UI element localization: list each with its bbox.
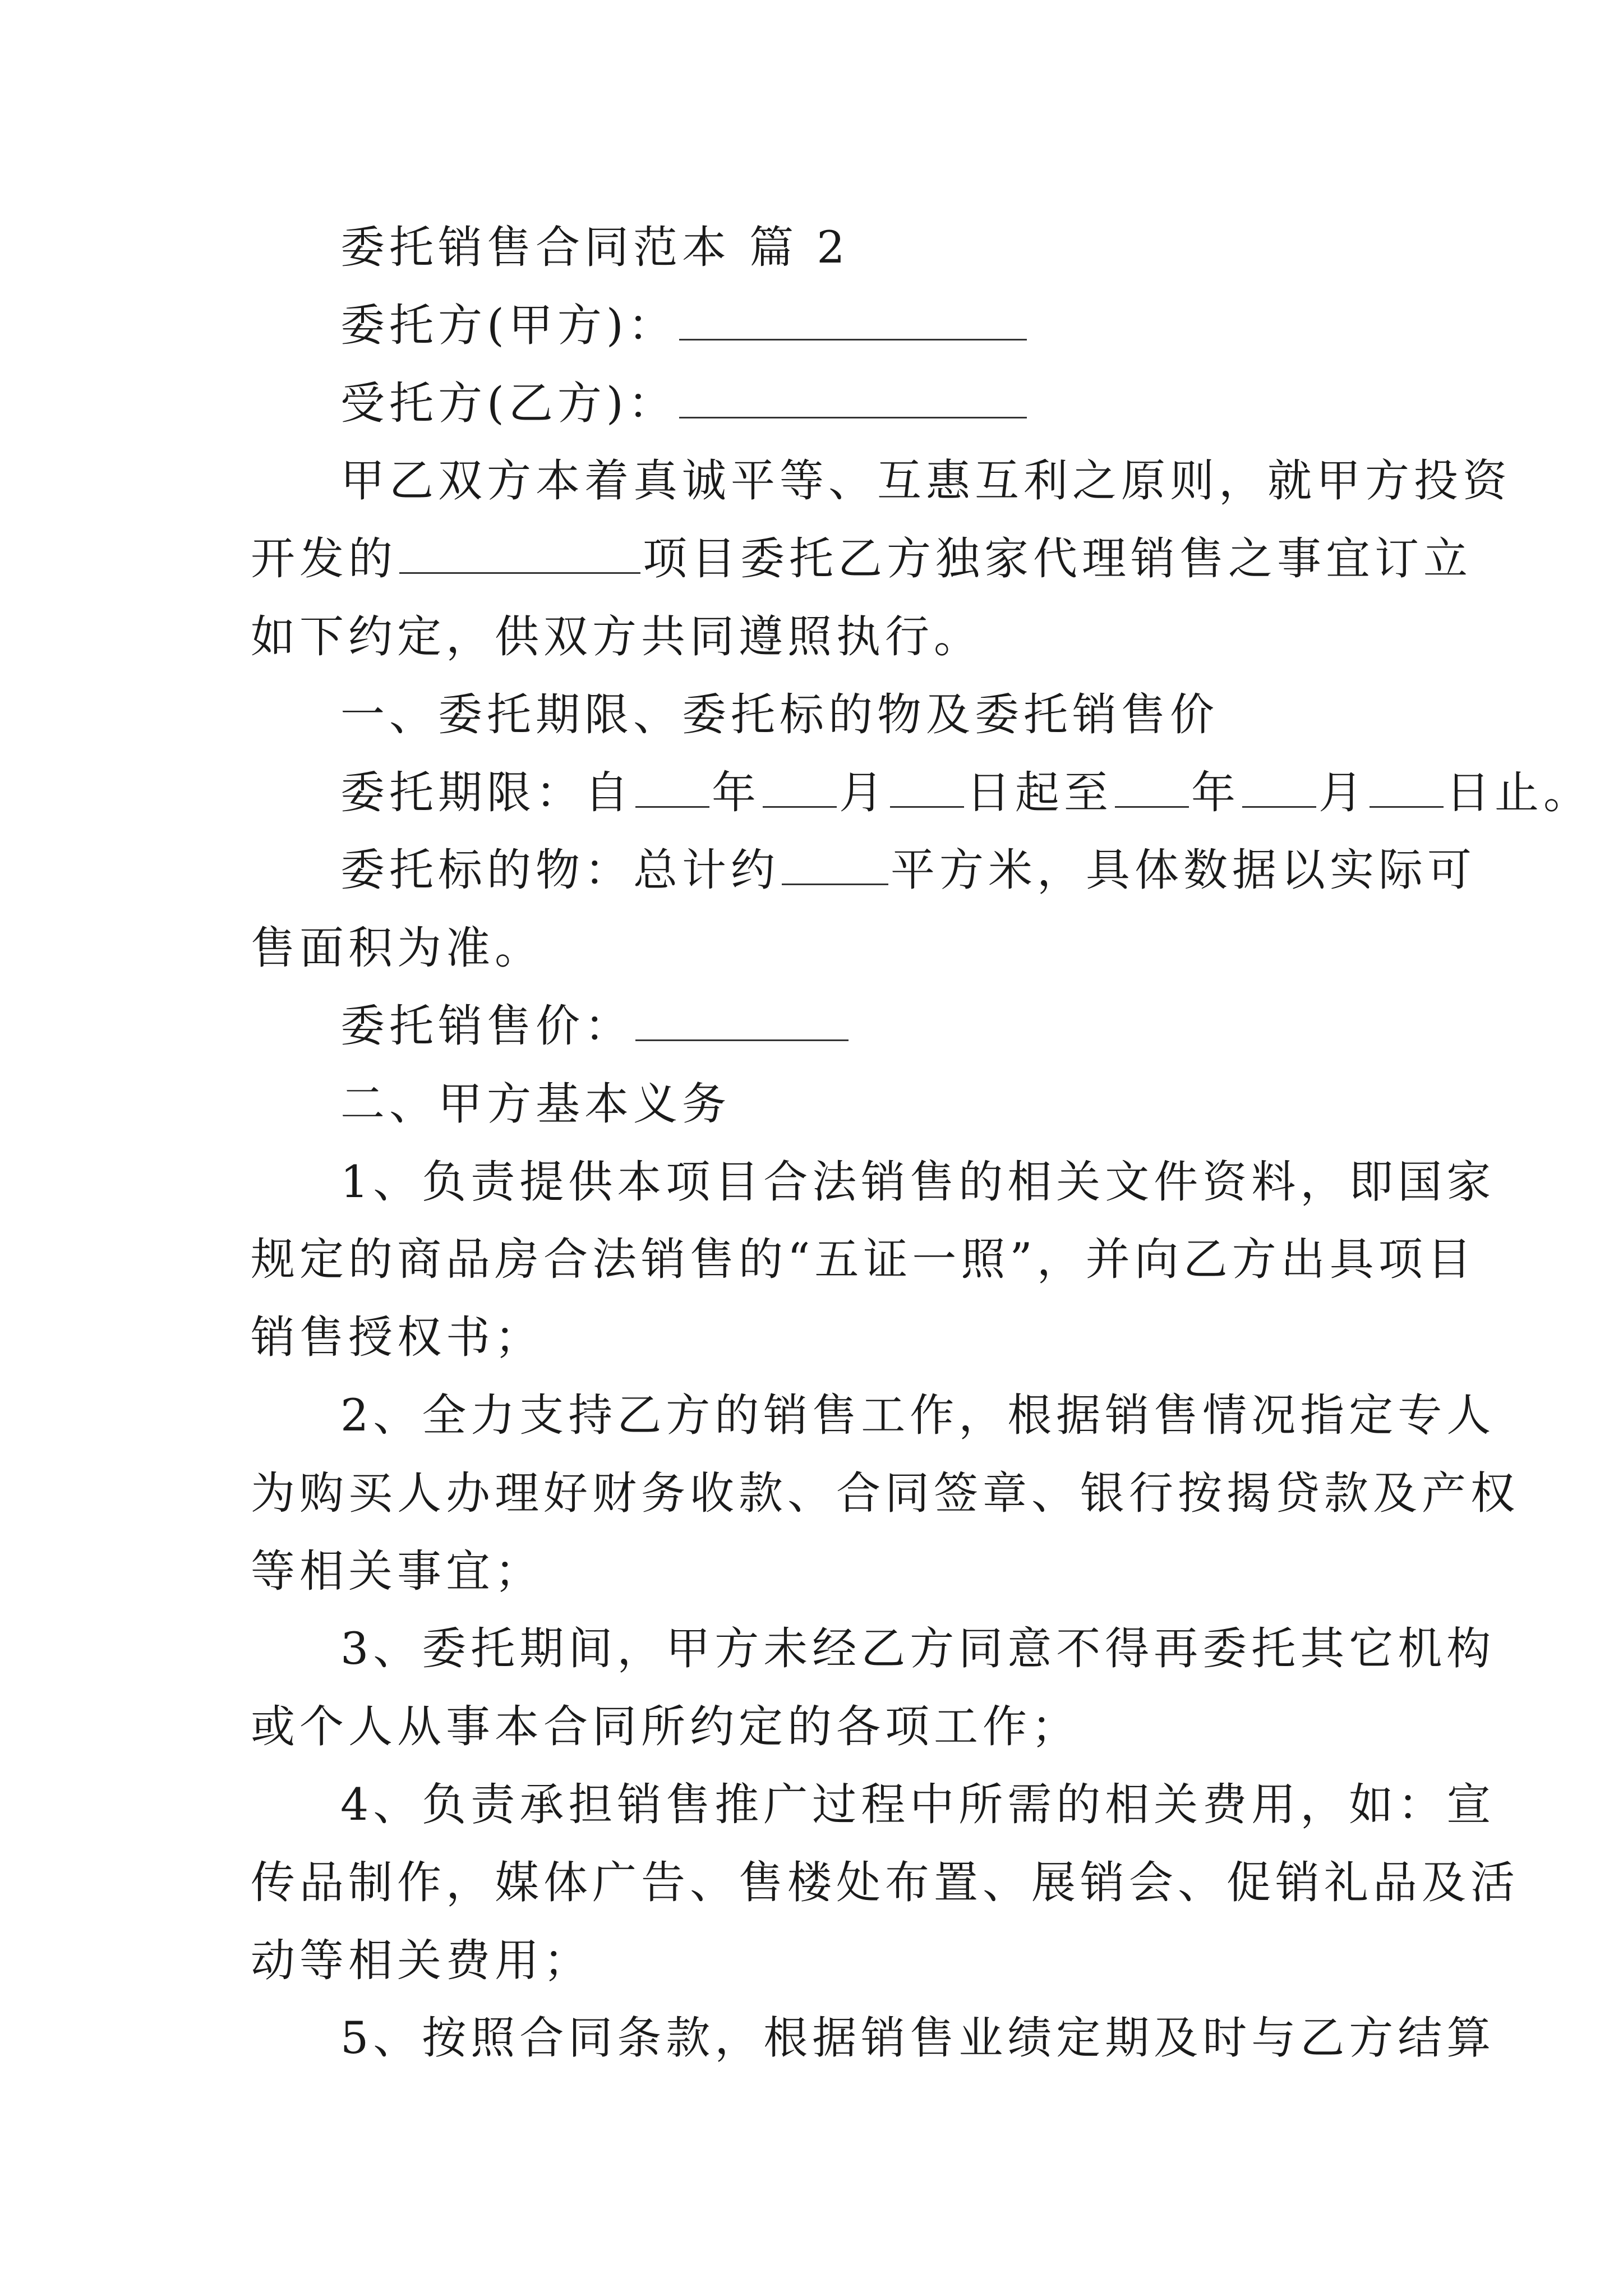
price-blank bbox=[635, 1006, 849, 1041]
start-day-blank bbox=[890, 772, 964, 808]
commission-price-line bbox=[251, 987, 1384, 1065]
item-2-line-3: 等相关事宜； bbox=[251, 1545, 543, 1597]
commission-period-line bbox=[251, 754, 1592, 832]
intro-line-1: 甲乙双方本着真诚平等、互惠互利之原则，就甲方投资 bbox=[340, 455, 1511, 507]
item-3-line-1: 3、委托期间，甲方未经乙方同意不得再委托其它机构 bbox=[340, 1623, 1496, 1675]
start-year-blank bbox=[635, 772, 709, 808]
party-b-line bbox=[251, 365, 1384, 443]
item-3-line-2: 或个人从事本合同所约定的各项工作； bbox=[251, 1701, 1080, 1753]
intro-text-a: 开发的 bbox=[251, 533, 397, 585]
project-name-blank bbox=[399, 539, 640, 574]
party-a-blank bbox=[679, 305, 1027, 341]
section-1-heading: 一、委托期限、委托标的物及委托销售价 bbox=[340, 688, 1219, 740]
end-month-blank bbox=[1242, 772, 1316, 808]
end-year-blank bbox=[1115, 772, 1189, 808]
item-1-line-1: 1、负责提供本项目合法销售的相关文件资料，即国家 bbox=[340, 1156, 1496, 1208]
area-blank bbox=[782, 850, 888, 885]
item-1-line-3: 销售授权书； bbox=[251, 1312, 543, 1364]
party-a-line bbox=[251, 287, 1384, 365]
price-label: 委托销售价： bbox=[340, 1000, 633, 1052]
start-month-blank bbox=[763, 772, 837, 808]
contract-body bbox=[251, 209, 1592, 2077]
commission-object-line bbox=[251, 831, 1476, 909]
period-year-2: 年 bbox=[1191, 766, 1240, 818]
item-2-line-2: 为购买人办理好财务收款、合同签章、银行按揭贷款及产权 bbox=[251, 1467, 1519, 1519]
intro-line-3: 如下约定，供双方共同遵照执行。 bbox=[251, 610, 983, 662]
intro-line-2 bbox=[251, 520, 1472, 598]
object-text: 平方米，具体数据以实际可 bbox=[891, 844, 1476, 896]
item-5-line-1: 5、按照合同条款，根据销售业绩定期及时与乙方结算 bbox=[340, 2012, 1496, 2064]
period-month-2: 月 bbox=[1318, 766, 1367, 818]
period-label: 委托期限：自 bbox=[340, 766, 633, 818]
period-day-2: 日止。 bbox=[1446, 766, 1592, 818]
party-b-blank bbox=[679, 383, 1027, 418]
document-title: 委托销售合同范本 篇 2 bbox=[340, 222, 850, 273]
commission-object-line-2: 售面积为准。 bbox=[251, 922, 543, 974]
section-2-heading: 二、甲方基本义务 bbox=[340, 1078, 731, 1130]
item-1-line-2: 规定的商品房合法销售的“五证一照”，并向乙方出具项目 bbox=[251, 1234, 1476, 1286]
intro-text-b: 项目委托乙方独家代理销售之事宜订立 bbox=[643, 533, 1472, 585]
item-4-line-3: 动等相关费用； bbox=[251, 1934, 592, 1986]
item-2-line-1: 2、全力支持乙方的销售工作，根据销售情况指定专人 bbox=[340, 1389, 1496, 1441]
item-4-line-1: 4、负责承担销售推广过程中所需的相关费用，如：宣 bbox=[340, 1778, 1496, 1830]
party-a-label: 委托方(甲方)： bbox=[340, 299, 677, 351]
party-b-label: 受托方(乙方)： bbox=[340, 377, 677, 429]
period-day-1: 日起至 bbox=[966, 766, 1113, 818]
period-month-1: 月 bbox=[839, 766, 888, 818]
item-4-line-2: 传品制作，媒体广告、售楼处布置、展销会、促销礼品及活 bbox=[251, 1856, 1519, 1908]
object-label: 委托标的物：总计约 bbox=[340, 844, 780, 896]
period-year-1: 年 bbox=[712, 766, 760, 818]
end-day-blank bbox=[1370, 772, 1444, 808]
